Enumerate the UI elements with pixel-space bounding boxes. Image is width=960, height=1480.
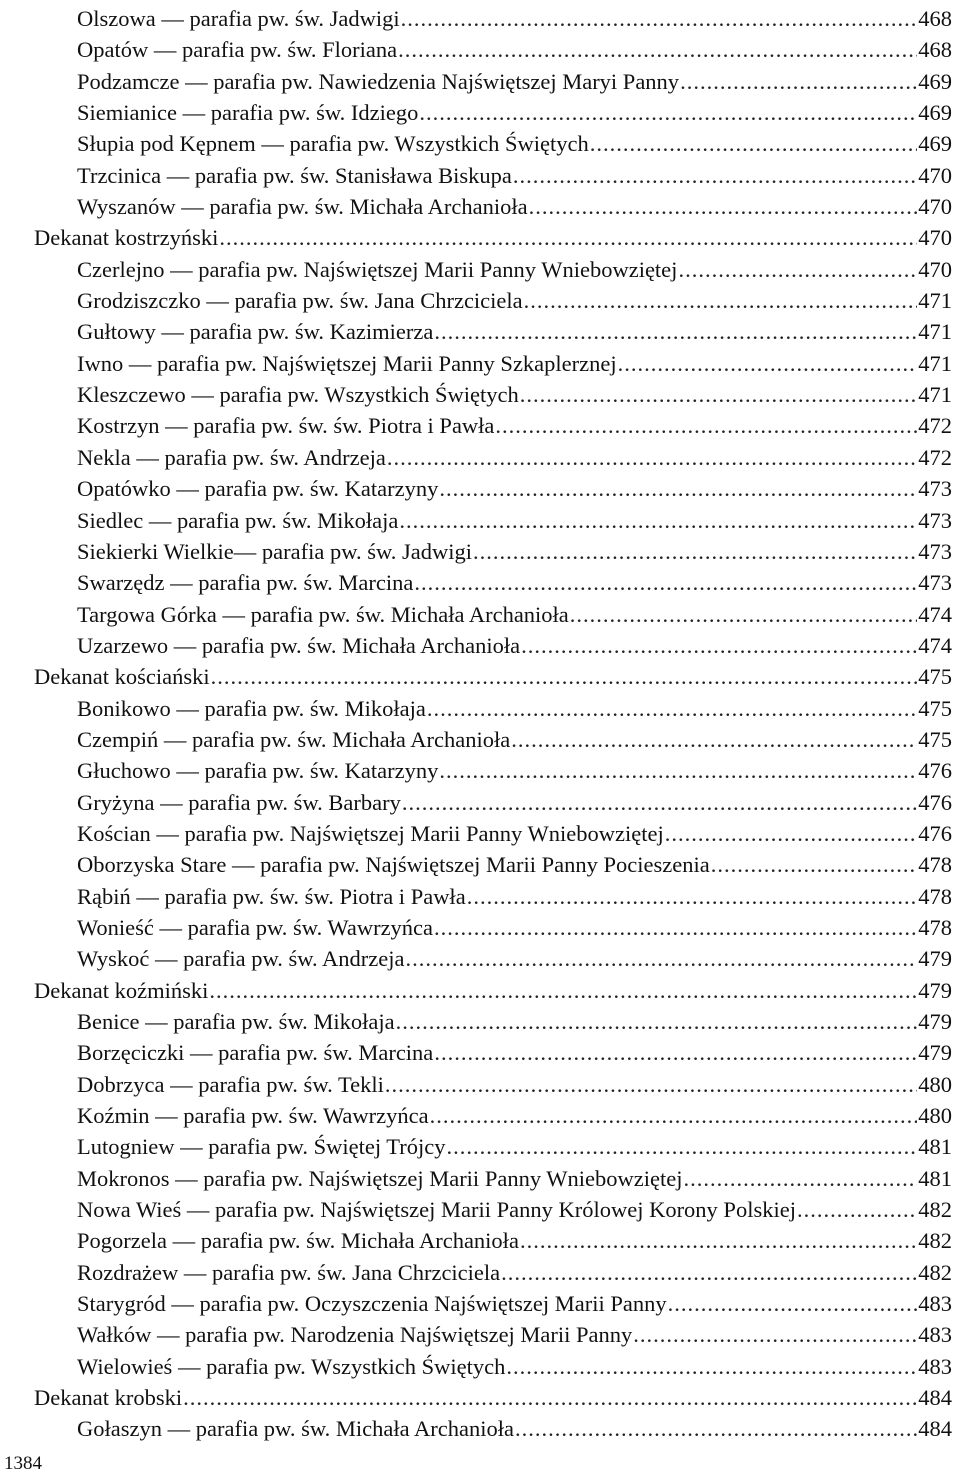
toc-entry-title: Bonikowo — parafia pw. św. Mikołaja <box>77 695 426 721</box>
toc-entry <box>34 348 952 379</box>
toc-entry <box>34 849 952 880</box>
dot-leader <box>590 128 917 159</box>
dot-leader <box>209 975 917 1006</box>
toc-entry <box>34 128 952 159</box>
toc-entry-title: Oborzyska Stare — parafia pw. Najświętszej Marii Panny Pocieszenia <box>77 852 710 878</box>
toc-entry-title: Starygród — parafia pw. Oczyszczenia Najświętszej Marii Panny <box>77 1291 667 1317</box>
toc-entry-title: Siekierki Wielkie— parafia pw. św. Jadwigi <box>77 538 473 564</box>
toc-entry-title: Podzamcze — parafia pw. Nawiedzenia Najświętszej Maryi Panny <box>77 68 680 94</box>
toc-entry <box>34 599 952 630</box>
dot-leader <box>414 567 917 598</box>
toc-entry-page: 480 <box>918 1071 952 1097</box>
toc-entry <box>34 1194 952 1225</box>
toc-entry-page: 481 <box>918 1134 952 1160</box>
toc-entry-page: 475 <box>918 695 952 721</box>
dot-leader <box>402 787 917 818</box>
toc-entry-page: 473 <box>918 507 952 533</box>
dot-leader <box>401 3 918 34</box>
toc-entry-title: Trzcinica — parafia pw. św. Stanisława Biskupa <box>77 162 512 188</box>
toc-entry-page: 483 <box>918 1322 952 1348</box>
dot-leader <box>515 1413 917 1444</box>
dot-leader <box>511 724 917 755</box>
toc-entry-title: Czerlejno — parafia pw. Najświętszej Marii Panny Wniebowziętej <box>77 256 678 282</box>
toc-entry-title: Targowa Górka — parafia pw. św. Michała Archanioła <box>77 601 569 627</box>
toc-entry-page: 478 <box>918 883 952 909</box>
toc-entry-title: Dekanat koźmiński <box>34 977 209 1003</box>
dot-leader <box>439 473 917 504</box>
toc-entry-page: 482 <box>918 1259 952 1285</box>
toc-entry <box>34 755 952 786</box>
toc-entry-title: Grodziszczko — parafia pw. św. Jana Chrzciciela <box>77 288 523 314</box>
toc-section-heading <box>34 222 952 253</box>
toc-entry-page: 474 <box>918 601 952 627</box>
toc-entry <box>34 1131 952 1162</box>
dot-leader <box>211 661 918 692</box>
toc-entry <box>34 1037 952 1068</box>
toc-entry <box>34 505 952 536</box>
toc-entry <box>34 818 952 849</box>
toc-entry-page: 483 <box>918 1291 952 1317</box>
toc-entry <box>34 881 952 912</box>
toc-entry <box>34 1006 952 1037</box>
toc-entry <box>34 724 952 755</box>
toc-entry <box>34 1100 952 1131</box>
toc-entry <box>34 1351 952 1382</box>
toc-entry <box>34 693 952 724</box>
toc-entry-title: Słupia pod Kępnem — parafia pw. Wszystkich Świętych <box>77 131 589 157</box>
toc-entry-title: Rozdrażew — parafia pw. św. Jana Chrzciciela <box>77 1259 501 1285</box>
dot-leader <box>680 66 917 97</box>
toc-entry <box>34 1288 952 1319</box>
toc-entry-title: Uzarzewo — parafia pw. św. Michała Archanioła <box>77 632 521 658</box>
toc-entry <box>34 1413 952 1444</box>
toc-entry-title: Nekla — parafia pw. św. Andrzeja <box>77 444 386 470</box>
toc-entry <box>34 943 952 974</box>
toc-entry-title: Pogorzela — parafia pw. św. Michała Archanioła <box>77 1228 519 1254</box>
toc-entry-title: Opatów — parafia pw. św. Floriana <box>77 37 398 63</box>
toc-entry <box>34 1257 952 1288</box>
toc-entry-title: Gryżyna — parafia pw. św. Barbary <box>77 789 401 815</box>
toc-entry-page: 476 <box>918 758 952 784</box>
toc-entry <box>34 379 952 410</box>
toc-entry-title: Wielowieś — parafia pw. Wszystkich Świętych <box>77 1353 506 1379</box>
toc-entry <box>34 34 952 65</box>
toc-entry-title: Gołaszyn — parafia pw. św. Michała Archanioła <box>77 1416 514 1442</box>
dot-leader <box>219 222 917 253</box>
toc-entry-page: 476 <box>918 820 952 846</box>
toc-entry-page: 470 <box>918 194 952 220</box>
toc-entry-page: 479 <box>918 977 952 1003</box>
toc-entry-page: 484 <box>918 1416 952 1442</box>
toc-entry-page: 479 <box>918 1009 952 1034</box>
toc-entry-page: 474 <box>918 632 952 658</box>
toc-entry-page: 471 <box>918 382 952 408</box>
toc-entry-title: Olszowa — parafia pw. św. Jadwigi <box>77 6 400 31</box>
toc-entry <box>34 1069 952 1100</box>
dot-leader <box>529 191 918 222</box>
toc-entry-title: Benice — parafia pw. św. Mikołaja <box>77 1009 395 1034</box>
toc-entry-page: 479 <box>918 1040 952 1066</box>
toc-entry <box>34 410 952 441</box>
dot-leader <box>633 1319 917 1350</box>
dot-leader <box>495 410 917 441</box>
toc-entry-page: 478 <box>918 914 952 940</box>
toc-entry <box>34 787 952 818</box>
toc-entry-title: Wałków — parafia pw. Narodzenia Najświętszej Marii Panny <box>77 1322 633 1348</box>
toc-entry-title: Borzęciczki — parafia pw. św. Marcina <box>77 1040 434 1066</box>
toc-entry-page: 484 <box>918 1385 952 1411</box>
toc-entry <box>34 567 952 598</box>
dot-leader <box>419 97 917 128</box>
toc-entry-title: Iwno — parafia pw. Najświętszej Marii Panny Szkaplerznej <box>77 350 617 376</box>
toc-entry <box>34 1319 952 1350</box>
dot-leader <box>506 1351 917 1382</box>
toc-entry-page: 473 <box>918 538 952 564</box>
toc-entry-title: Kleszczewo — parafia pw. Wszystkich Świętych <box>77 382 519 408</box>
dot-leader <box>406 943 918 974</box>
dot-leader <box>683 1163 917 1194</box>
toc-entry-page: 469 <box>918 131 952 157</box>
toc-entry-title: Dobrzyca — parafia pw. św. Tekli <box>77 1071 384 1097</box>
toc-entry-title: Koźmin — parafia pw. św. Wawrzyńca <box>77 1103 429 1129</box>
toc-entry-title: Mokronos — parafia pw. Najświętszej Marii Panny Wniebowziętej <box>77 1165 683 1191</box>
dot-leader <box>473 536 917 567</box>
toc-entry-page: 473 <box>918 476 952 502</box>
toc-entry <box>34 191 952 222</box>
toc-entry-page: 468 <box>918 6 952 31</box>
toc-entry-page: 469 <box>918 68 952 94</box>
toc-entry <box>34 160 952 191</box>
toc-entry-title: Kościan — parafia pw. Najświętszej Marii Panny Wniebowziętej <box>77 820 664 846</box>
toc-entry <box>34 285 952 316</box>
dot-leader <box>521 630 917 661</box>
dot-leader <box>396 1006 918 1037</box>
toc-entry-page: 481 <box>918 1165 952 1191</box>
dot-leader <box>434 316 917 347</box>
toc-entry-page: 473 <box>918 570 952 596</box>
toc-entry <box>34 1225 952 1256</box>
toc-entry-title: Swarzędz — parafia pw. św. Marcina <box>77 570 414 596</box>
dot-leader <box>183 1382 917 1413</box>
toc-entry <box>34 3 952 34</box>
toc-entry <box>34 442 952 473</box>
dot-leader <box>665 818 918 849</box>
toc-entry-title: Gułtowy — parafia pw. św. Kazimierza <box>77 319 434 345</box>
toc-entry <box>34 473 952 504</box>
dot-leader <box>570 599 917 630</box>
toc-section-heading <box>34 661 952 692</box>
toc-entry <box>34 1163 952 1194</box>
dot-leader <box>797 1194 917 1225</box>
toc-entry-page: 482 <box>918 1197 952 1223</box>
toc-entry <box>34 66 952 97</box>
toc-entry-page: 472 <box>918 444 952 470</box>
toc-entry-page: 470 <box>918 256 952 282</box>
toc-entry-title: Dekanat krobski <box>34 1385 183 1411</box>
toc-entry <box>34 97 952 128</box>
dot-leader <box>434 912 917 943</box>
dot-leader <box>618 348 918 379</box>
dot-leader <box>467 881 918 912</box>
dot-leader <box>711 849 918 880</box>
toc-entry-title: Czempiń — parafia pw. św. Michała Archanioła <box>77 726 511 752</box>
dot-leader <box>430 1100 918 1131</box>
dot-leader <box>668 1288 918 1319</box>
toc-entry-page: 482 <box>918 1228 952 1254</box>
dot-leader <box>434 1037 917 1068</box>
toc-entry-title: Nowa Wieś — parafia pw. Najświętszej Marii Panny Królowej Korony Polskiej <box>77 1197 796 1223</box>
toc-entry-page: 475 <box>918 726 952 752</box>
dot-leader <box>439 755 917 786</box>
toc-entry-title: Dekanat kościański <box>34 664 210 690</box>
toc-entry-page: 478 <box>918 852 952 878</box>
dot-leader <box>427 693 917 724</box>
toc-entry-page: 471 <box>918 319 952 345</box>
toc-entry-title: Dekanat kostrzyński <box>34 225 219 251</box>
dot-leader <box>398 34 917 65</box>
toc-entry-page: 480 <box>918 1103 952 1129</box>
toc-entry <box>34 630 952 661</box>
toc-entry-page: 471 <box>918 288 952 314</box>
toc-entry <box>34 912 952 943</box>
toc-entry-page: 476 <box>918 789 952 815</box>
dot-leader <box>446 1131 917 1162</box>
toc-entry-page: 475 <box>918 664 952 690</box>
dot-leader <box>501 1257 917 1288</box>
dot-leader <box>520 1225 917 1256</box>
toc-entry-title: Siedlec — parafia pw. św. Mikołaja <box>77 507 399 533</box>
dot-leader <box>513 160 917 191</box>
dot-leader <box>387 442 917 473</box>
toc-entry-title: Lutogniew — parafia pw. Świętej Trójcy <box>77 1134 446 1160</box>
toc-entry-title: Kostrzyn — parafia pw. św. św. Piotra i Pawła <box>77 413 495 439</box>
toc-entry-title: Wyskoć — parafia pw. św. Andrzeja <box>77 946 405 972</box>
toc-entry-title: Opatówko — parafia pw. św. Katarzyny <box>77 476 439 502</box>
toc-entry-title: Rąbiń — parafia pw. św. św. Piotra i Pawła <box>77 883 466 909</box>
toc-entry <box>34 254 952 285</box>
table-of-contents <box>34 3 952 1445</box>
toc-entry-page: 479 <box>918 946 952 972</box>
toc-entry-page: 469 <box>918 100 952 126</box>
toc-section-heading <box>34 975 952 1006</box>
toc-entry-title: Siemianice — parafia pw. św. Idziego <box>77 100 419 126</box>
toc-entry-title: Wyszanów — parafia pw. św. Michała Archanioła <box>77 194 528 220</box>
dot-leader <box>385 1069 917 1100</box>
dot-leader <box>520 379 918 410</box>
dot-leader <box>524 285 918 316</box>
toc-entry-page: 468 <box>918 37 952 63</box>
toc-entry-page: 471 <box>918 350 952 376</box>
page-number: 1384 <box>4 1453 42 1474</box>
toc-entry-title: Wonieść — parafia pw. św. Wawrzyńca <box>77 914 434 940</box>
toc-entry-page: 470 <box>918 225 952 251</box>
toc-entry-page: 470 <box>918 162 952 188</box>
dot-leader <box>399 505 917 536</box>
toc-section-heading <box>34 1382 952 1413</box>
toc-entry-page: 483 <box>918 1353 952 1379</box>
toc-entry <box>34 536 952 567</box>
toc-entry-title: Głuchowo — parafia pw. św. Katarzyny <box>77 758 439 784</box>
dot-leader <box>678 254 917 285</box>
toc-entry-page: 472 <box>918 413 952 439</box>
toc-entry <box>34 316 952 347</box>
